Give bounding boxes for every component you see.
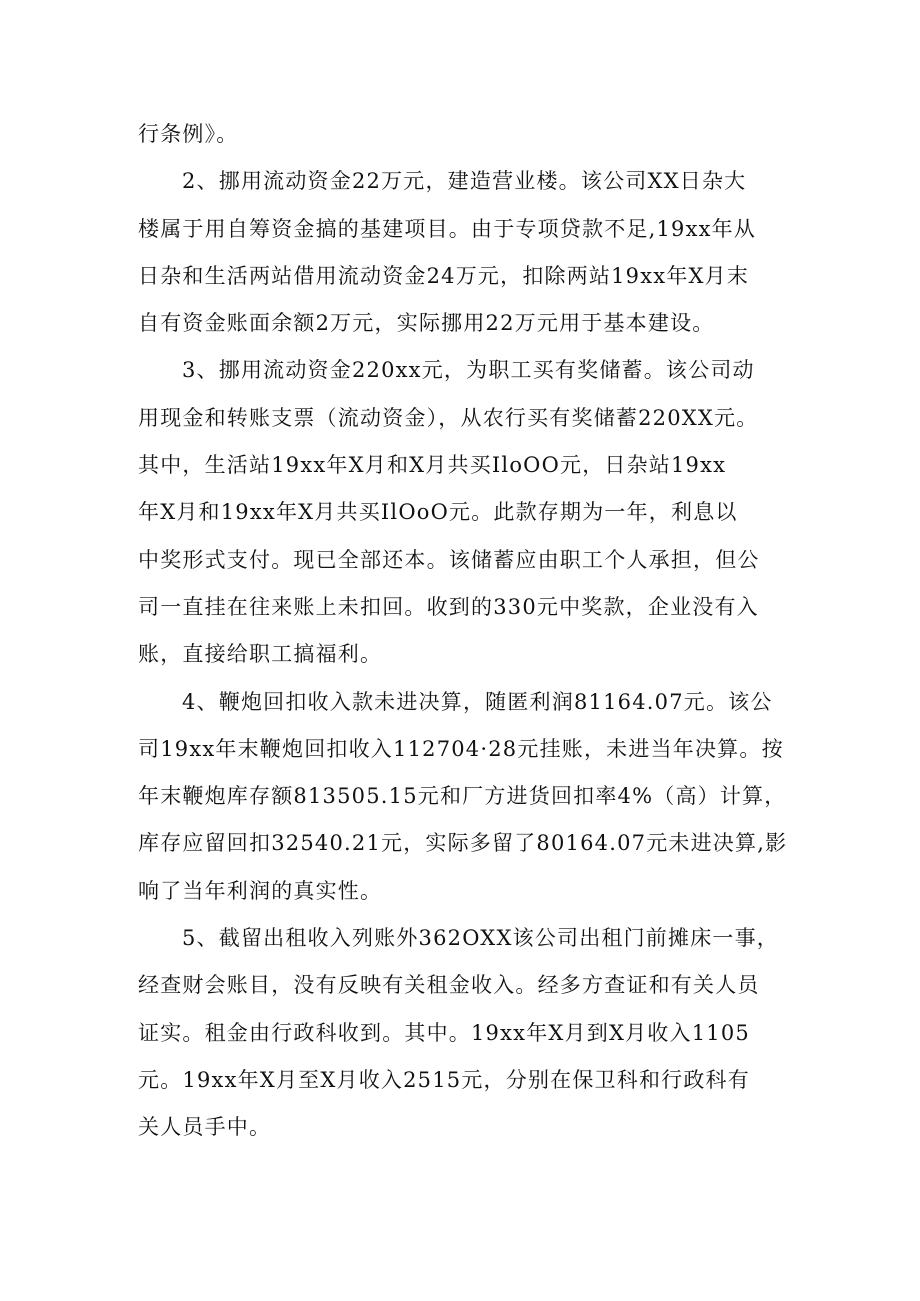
text-line: 账，直接给职工搞福利。 — [138, 642, 383, 667]
text-line: 司一直挂在往来账上未扣回。收到的330元中奖款，企业没有入 — [138, 594, 759, 619]
text-line: 4、鞭炮回扣收入款未进决算，随匿利润81164.07元。该公 — [182, 689, 773, 714]
text-line: 5、截留出租收入列账外362OXX该公司出租门前摊床一事， — [182, 926, 779, 951]
paragraph-item-2 — [138, 158, 790, 347]
text-line: 元。19xx年X月至X月收入2515元，分别在保卫科和行政科有 — [138, 1067, 750, 1092]
text-line: 经查财会账目，没有反映有关租金收入。经多方查证和有关人员 — [138, 973, 760, 998]
text-line: 行条例》。 — [138, 122, 239, 146]
text-line: 响了当年利润的真实性。 — [138, 878, 383, 903]
paragraph-item-4 — [138, 679, 790, 915]
text-line: 日杂和生活两站借用流动资金24万元，扣除两站19xx年X月末 — [138, 263, 750, 288]
text-line: 库存应留回扣32540.21元，实际多留了80164.07元未进决算,影 — [138, 831, 788, 856]
text-line: 用现金和转账支票（流动资金），从农行买有奖储蓄220XX元。 — [138, 405, 759, 430]
paragraph-item-3 — [138, 347, 790, 678]
text-line: 3、挪用流动资金220xx元，为职工买有奖储蓄。该公司动 — [182, 358, 755, 383]
text-line: 2、挪用流动资金22万元，建造营业楼。该公司XX日杂大 — [182, 169, 747, 194]
paragraph-item-5 — [138, 915, 790, 1151]
document-page — [138, 111, 790, 1152]
text-line: 楼属于用自筹资金搞的基建项目。由于专项贷款不足,19xx年从 — [138, 216, 757, 241]
text-line: 司19xx年末鞭炮回扣收入112704·28元挂账，未进当年决算。按 — [138, 736, 784, 761]
text-line: 中奖形式支付。现已全部还本。该储蓄应由职工个人承担，但公 — [138, 547, 760, 572]
text-line: 其中，生活站19xx年X月和X月共买IloOO元，日杂站19xx — [138, 453, 727, 478]
text-line: 关人员手中。 — [138, 1115, 272, 1140]
text-line: 年X月和19xx年X月共买IlOoO元。此款存期为一年，利息以 — [138, 500, 738, 525]
text-line: 年末鞭炮库存额813505.15元和厂方进货回扣率4%（高）计算， — [138, 784, 787, 809]
text-line: 自有资金账面余额2万元，实际挪用22万元用于基本建设。 — [138, 311, 715, 336]
text-line: 证实。租金由行政科收到。其中。19xx年X月到X月收入1105 — [138, 1020, 750, 1045]
